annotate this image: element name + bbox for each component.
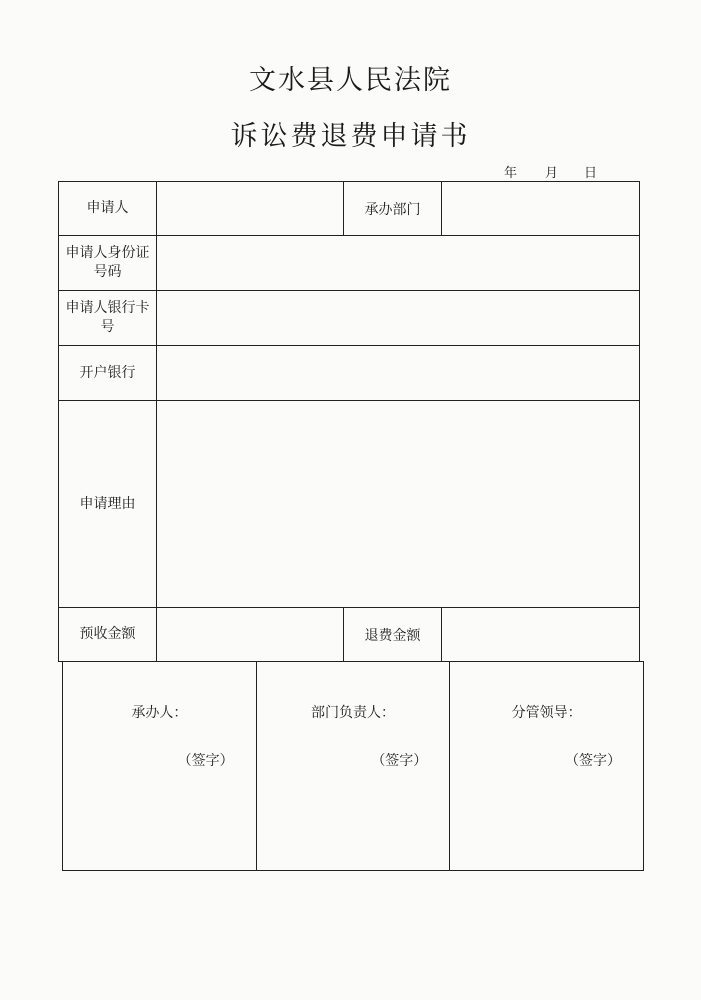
application-table [58, 181, 640, 662]
dept-label: 承办部门 [344, 182, 442, 236]
bank-field[interactable] [157, 346, 640, 401]
applicant-label: 申请人 [59, 182, 157, 236]
dept-head-label: 部门负责人： [310, 705, 395, 721]
reason-field[interactable] [157, 401, 640, 608]
table-row [59, 346, 640, 401]
document-title: 诉讼费退费申请书 [230, 121, 471, 152]
bank-label: 开户银行 [59, 346, 157, 401]
date-year-label: 年 [504, 166, 518, 181]
prepaid-amount-label: 预收金额 [59, 608, 157, 662]
bank-card-label: 申请人银行卡号 [59, 291, 157, 346]
refund-amount-label: 退费金额 [344, 608, 442, 662]
table-row [59, 182, 640, 236]
table-row [59, 291, 640, 346]
dept-field[interactable] [442, 182, 640, 236]
leader-signature-cell[interactable] [450, 662, 644, 871]
table-row [59, 401, 640, 608]
id-number-label: 申请人身份证号码 [59, 236, 157, 291]
signature-table [62, 661, 644, 871]
dept-head-sign-note: （签字） [371, 753, 428, 769]
dept-head-signature-cell[interactable] [256, 662, 450, 871]
court-name: 文水县人民法院 [249, 65, 452, 96]
prepaid-amount-field[interactable] [157, 608, 344, 662]
handler-sign-note: （签字） [177, 753, 234, 769]
leader-sign-note: （签字） [565, 753, 621, 769]
applicant-field[interactable] [157, 182, 344, 236]
table-row [59, 608, 640, 662]
bank-card-field[interactable] [157, 291, 640, 346]
date-month-label: 月 [545, 166, 559, 181]
reason-label: 申请理由 [59, 401, 157, 608]
table-row [59, 236, 640, 291]
leader-label: 分管领导： [511, 705, 582, 721]
signature-row [63, 662, 644, 871]
handler-label: 承办人： [131, 705, 188, 721]
handler-signature-cell[interactable] [63, 662, 257, 871]
date-day-label: 日 [584, 166, 598, 181]
id-number-field[interactable] [157, 236, 640, 291]
refund-amount-field[interactable] [442, 608, 640, 662]
